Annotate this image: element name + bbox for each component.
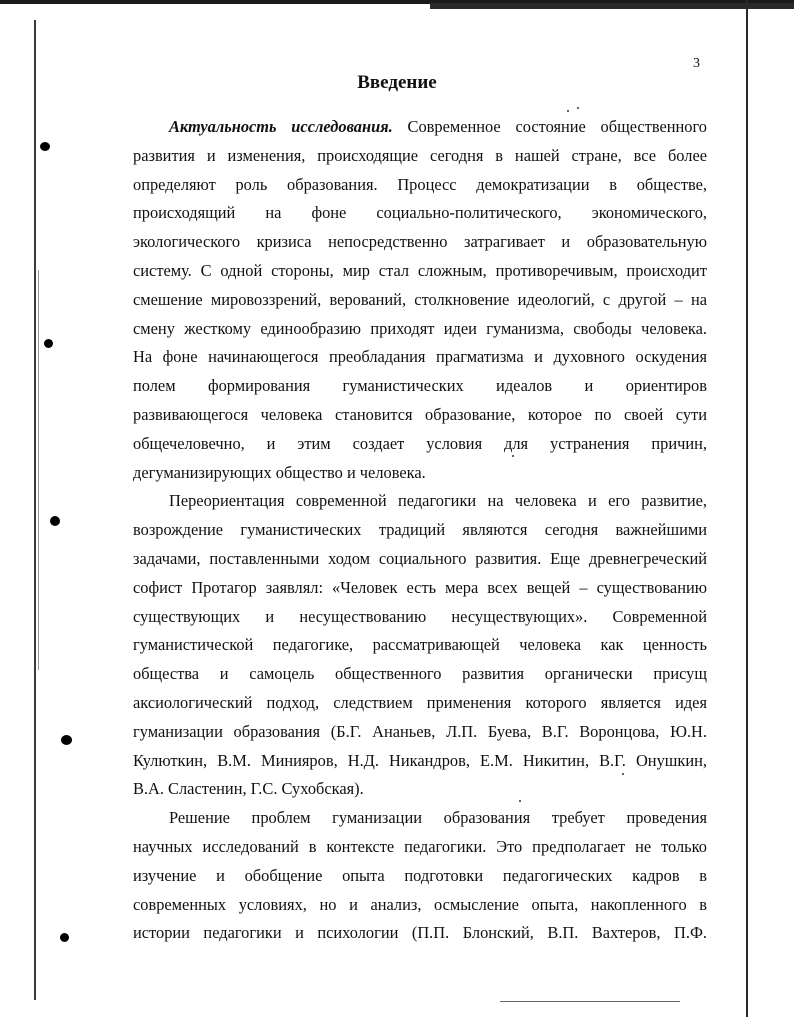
text-line <box>133 689 707 718</box>
line-text: экологического кризиса непосредственно затрагивает и образовательную <box>133 232 707 252</box>
scan-edge-left-faint <box>38 270 39 670</box>
line-text: происходящий на фоне социально-политического, экономического, <box>133 203 707 223</box>
text-line <box>133 343 707 372</box>
line-text: общечеловечно, и этим создает условия для устранения причин, <box>133 433 707 453</box>
line-text: гуманизации образования (Б.Г. Ананьев, Л.П. Буева, В.Г. Воронцова, Ю.Н. <box>133 721 707 741</box>
line-text: Современное состояние общественного <box>392 117 707 136</box>
text-line <box>133 315 707 344</box>
line-text: систему. С одной стороны, мир стал сложным, противоречивым, происходит <box>133 260 707 280</box>
text-line <box>133 718 707 747</box>
punch-hole-mark <box>44 339 53 348</box>
line-text: На фоне начинающегося преобладания прагматизма и духовного оскудения <box>133 347 707 367</box>
lead-phrase: Актуальность исследования. <box>169 117 393 136</box>
text-line <box>133 574 707 603</box>
text-line <box>133 919 707 948</box>
line-text: возрождение гуманистических традиций являются сегодня важнейшими <box>133 520 707 540</box>
text-line <box>133 660 707 689</box>
text-line <box>133 142 707 171</box>
text-line <box>133 199 707 228</box>
line-text: научных исследований в контексте педагогики. Это предполагает не только <box>133 836 707 856</box>
line-text: дегуманизирующих общество и человека. <box>133 462 426 482</box>
text-line <box>133 113 707 142</box>
text-line <box>133 891 707 920</box>
scan-speck <box>567 110 569 112</box>
text-line <box>133 603 707 632</box>
text-line <box>133 372 707 401</box>
scan-edge-bottom <box>500 1001 680 1002</box>
text-line <box>133 545 707 574</box>
scan-edge-right <box>746 0 748 1017</box>
text-line <box>133 257 707 286</box>
scan-edge-left <box>34 20 36 1000</box>
line-text: софист Протагор заявлял: «Человек есть мера всех вещей – существованию <box>133 577 707 597</box>
line-text: истории педагогики и психологии (П.П. Блонский, В.П. Вахтеров, П.Ф. <box>133 923 707 943</box>
line-text: Решение проблем гуманизации образования требует проведения <box>169 808 707 828</box>
line-text: общества и самоцель общественного развития органически присущ <box>133 664 707 684</box>
punch-hole-mark <box>61 735 72 745</box>
text-line <box>133 430 707 459</box>
text-line <box>133 775 707 804</box>
text-line <box>133 286 707 315</box>
text-line <box>133 401 707 430</box>
text-line <box>133 228 707 257</box>
line-text: Переориентация современной педагогики на человека и его развитие, <box>169 491 707 511</box>
text-line <box>133 631 707 660</box>
line-text: современных условиях, но и анализ, осмысление опыта, накопленного в <box>133 894 707 914</box>
text-line <box>133 862 707 891</box>
line-text: развивающегося человека становится образование, которое по своей сути <box>133 404 707 424</box>
line-text: Кулюткин, В.М. Минияров, Н.Д. Никандров, Е.М. Никитин, В.Г. Онушкин, <box>133 750 707 770</box>
line-text: задачами, поставленными ходом социального развития. Еще древнегреческий <box>133 548 707 568</box>
line-text: полем формирования гуманистических идеалов и ориентиров <box>133 376 707 396</box>
line-text: существующих и несуществованию несуществующих». Современной <box>133 606 707 626</box>
text-line <box>133 833 707 862</box>
line-text: определяют роль образования. Процесс демократизации в обществе, <box>133 174 707 194</box>
line-text: аксиологический подход, следствием применения которого является идея <box>133 692 707 712</box>
text-line <box>133 804 707 833</box>
text-line <box>133 487 707 516</box>
punch-hole-mark <box>40 142 50 151</box>
body-text <box>133 113 707 948</box>
text-line <box>133 747 707 776</box>
text-line <box>133 516 707 545</box>
text-line <box>133 459 707 488</box>
line-text: развития и изменения, происходящие сегодня в нашей стране, все более <box>133 145 707 165</box>
text-line <box>133 171 707 200</box>
line-text: смену жесткому единообразию приходят идеи гуманизма, свободы человека. <box>133 318 707 338</box>
line-text: гуманистической педагогике, рассматривающей человека как ценность <box>133 635 707 655</box>
scan-edge-top-right <box>430 3 794 9</box>
section-heading: Введение <box>357 72 437 93</box>
line-text: В.А. Сластенин, Г.С. Сухобская). <box>133 779 364 799</box>
line-text: смешение мировоззрений, верований, столкновение идеологий, с другой – на <box>133 289 707 309</box>
punch-hole-mark <box>60 933 69 942</box>
scan-speck <box>577 107 579 109</box>
line-text: изучение и обобщение опыта подготовки педагогических кадров в <box>133 865 707 885</box>
punch-hole-mark <box>50 516 60 526</box>
page-number: 3 <box>693 56 700 71</box>
